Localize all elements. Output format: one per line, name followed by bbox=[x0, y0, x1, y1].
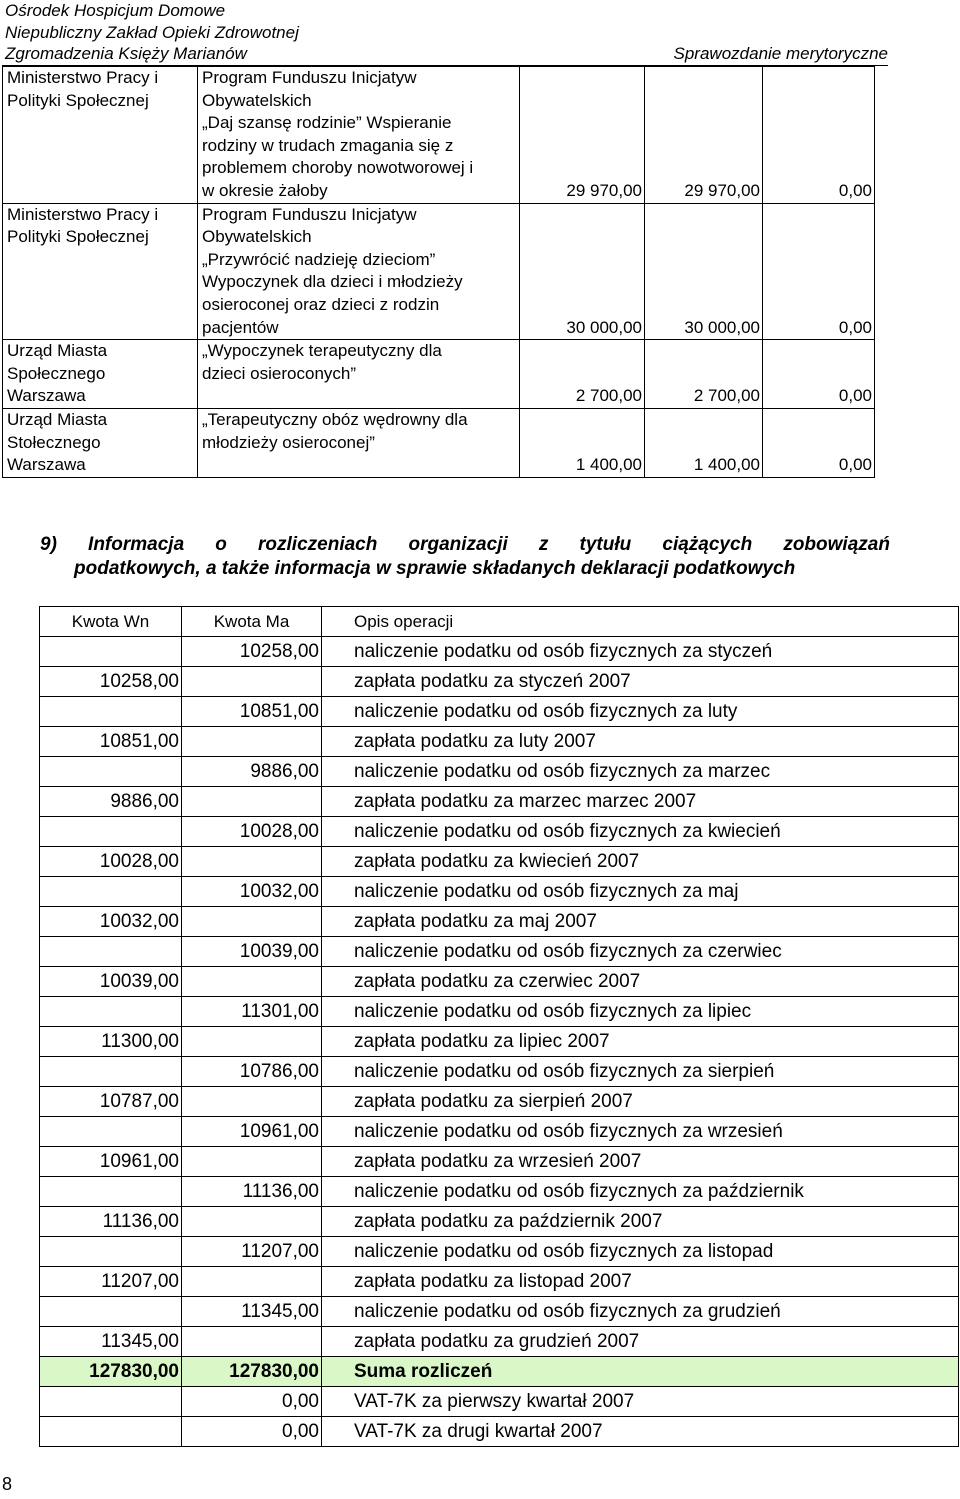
grant-source bbox=[3, 340, 198, 409]
section-title-word: ciążących bbox=[662, 534, 753, 555]
tax-settlement-table bbox=[39, 606, 959, 1447]
grant-source-line: Warszawa bbox=[7, 386, 86, 406]
grant-description bbox=[198, 340, 520, 409]
sum-row bbox=[40, 1357, 959, 1387]
grant-description-line: młodzieży osieroconej” bbox=[202, 432, 375, 452]
grant-amount1: 1 400,00 bbox=[520, 408, 645, 477]
grant-description-line: „Daj szansę rodzinie” Wspieranie bbox=[202, 113, 452, 133]
grant-row bbox=[3, 67, 875, 204]
grant-description bbox=[198, 203, 520, 340]
table-row bbox=[40, 907, 959, 937]
kwota-wn-cell bbox=[40, 877, 182, 907]
kwota-ma-cell: 10039,00 bbox=[182, 937, 322, 967]
grant-source-line: Ministerstwo Pracy i bbox=[7, 68, 159, 87]
grant-description-line: Obywatelskich bbox=[202, 90, 312, 110]
table-row bbox=[40, 1267, 959, 1297]
opis-operacji-cell: zapłata podatku za listopad 2007 bbox=[322, 1267, 959, 1297]
header-kwota-ma: Kwota Ma bbox=[182, 607, 322, 637]
kwota-ma-cell: 11345,00 bbox=[182, 1297, 322, 1327]
opis-operacji-cell: naliczenie podatku od osób fizycznych za wrzesień bbox=[322, 1117, 959, 1147]
grant-source-line: Społecznego bbox=[7, 363, 106, 383]
header-opis-operacji: Opis operacji bbox=[322, 607, 959, 637]
kwota-wn-cell: 10787,00 bbox=[40, 1087, 182, 1117]
opis-operacji-cell: zapłata podatku za wrzesień 2007 bbox=[322, 1147, 959, 1177]
grant-source-line: Urząd Miasta bbox=[7, 409, 108, 429]
kwota-ma-cell bbox=[182, 967, 322, 997]
kwota-ma-cell bbox=[182, 1207, 322, 1237]
grant-row bbox=[3, 340, 875, 409]
opis-operacji-cell: VAT-7K za drugi kwartał 2007 bbox=[322, 1417, 959, 1447]
kwota-ma-cell: 11136,00 bbox=[182, 1177, 322, 1207]
page-number: 8 bbox=[2, 1474, 13, 1494]
kwota-ma-cell: 11207,00 bbox=[182, 1237, 322, 1267]
kwota-ma-cell bbox=[182, 907, 322, 937]
kwota-ma-cell: 10028,00 bbox=[182, 817, 322, 847]
table-row bbox=[40, 1087, 959, 1117]
grant-description-line: dzieci osieroconych” bbox=[202, 363, 357, 383]
table-row bbox=[40, 1057, 959, 1087]
kwota-ma-cell: 127830,00 bbox=[182, 1357, 322, 1387]
kwota-ma-cell bbox=[182, 787, 322, 817]
grant-description-line: Wypoczynek dla dzieci i młodzieży bbox=[202, 272, 463, 292]
grant-source-line: Polityki Społecznej bbox=[7, 90, 149, 110]
grant-amount1: 29 970,00 bbox=[520, 67, 645, 204]
org-name-line1: Ośrodek Hospicjum Domowe bbox=[5, 1, 226, 20]
section-title-word: tytułu bbox=[579, 534, 632, 555]
table-row bbox=[40, 1207, 959, 1237]
grant-description-line: „Wypoczynek terapeutyczny dla bbox=[202, 341, 442, 361]
kwota-ma-cell: 10961,00 bbox=[182, 1117, 322, 1147]
opis-operacji-cell: Suma rozliczeń bbox=[322, 1357, 959, 1387]
org-name-line2: Niepubliczny Zakład Opieki Zdrowotnej bbox=[5, 22, 299, 42]
kwota-ma-cell bbox=[182, 1027, 322, 1057]
table-row bbox=[40, 637, 959, 667]
table-row bbox=[40, 727, 959, 757]
section-title-word: organizacji bbox=[408, 534, 508, 555]
opis-operacji-cell: naliczenie podatku od osób fizycznych za czerwiec bbox=[322, 937, 959, 967]
grant-source-line: Stołecznego bbox=[7, 432, 101, 452]
grant-amount2: 29 970,00 bbox=[645, 67, 763, 204]
grant-source bbox=[3, 203, 198, 340]
kwota-wn-cell: 127830,00 bbox=[40, 1357, 182, 1387]
grant-description-line: osieroconej oraz dzieci z rodzin bbox=[202, 294, 440, 314]
grant-amount2: 2 700,00 bbox=[645, 340, 763, 409]
table-row bbox=[40, 1117, 959, 1147]
kwota-wn-cell: 10039,00 bbox=[40, 967, 182, 997]
opis-operacji-cell: zapłata podatku za luty 2007 bbox=[322, 727, 959, 757]
opis-operacji-cell: zapłata podatku za sierpień 2007 bbox=[322, 1087, 959, 1117]
opis-operacji-cell: zapłata podatku za lipiec 2007 bbox=[322, 1027, 959, 1057]
opis-operacji-cell: naliczenie podatku od osób fizycznych za październik bbox=[322, 1177, 959, 1207]
kwota-wn-cell: 11136,00 bbox=[40, 1207, 182, 1237]
header-kwota-wn: Kwota Wn bbox=[40, 607, 182, 637]
opis-operacji-cell: VAT-7K za pierwszy kwartał 2007 bbox=[322, 1387, 959, 1417]
vat-row bbox=[40, 1417, 959, 1447]
grant-source-line: Urząd Miasta bbox=[7, 341, 108, 361]
opis-operacji-cell: naliczenie podatku od osób fizycznych za marzec bbox=[322, 757, 959, 787]
table-row bbox=[40, 1237, 959, 1267]
opis-operacji-cell: naliczenie podatku od osób fizycznych za listopad bbox=[322, 1237, 959, 1267]
grant-amount3: 0,00 bbox=[763, 67, 875, 204]
kwota-ma-cell bbox=[182, 1267, 322, 1297]
opis-operacji-cell: zapłata podatku za czerwiec 2007 bbox=[322, 967, 959, 997]
opis-operacji-cell: naliczenie podatku od osób fizycznych za kwiecień bbox=[322, 817, 959, 847]
section-9-heading bbox=[40, 533, 890, 581]
kwota-ma-cell bbox=[182, 847, 322, 877]
section-title-word: o bbox=[215, 534, 227, 555]
grant-row bbox=[3, 203, 875, 340]
kwota-wn-cell bbox=[40, 1297, 182, 1327]
table-row bbox=[40, 757, 959, 787]
kwota-wn-cell bbox=[40, 1387, 182, 1417]
kwota-wn-cell: 11345,00 bbox=[40, 1327, 182, 1357]
kwota-wn-cell bbox=[40, 1177, 182, 1207]
kwota-wn-cell: 11300,00 bbox=[40, 1027, 182, 1057]
grant-amount2: 30 000,00 bbox=[645, 203, 763, 340]
kwota-wn-cell bbox=[40, 697, 182, 727]
kwota-wn-cell: 10032,00 bbox=[40, 907, 182, 937]
kwota-ma-cell: 11301,00 bbox=[182, 997, 322, 1027]
kwota-wn-cell: 10258,00 bbox=[40, 667, 182, 697]
kwota-ma-cell bbox=[182, 1087, 322, 1117]
section-title-word: rozliczeniach bbox=[258, 534, 378, 555]
kwota-wn-cell bbox=[40, 997, 182, 1027]
kwota-wn-cell bbox=[40, 817, 182, 847]
opis-operacji-cell: zapłata podatku za październik 2007 bbox=[322, 1207, 959, 1237]
table-row bbox=[40, 697, 959, 727]
kwota-ma-cell: 10786,00 bbox=[182, 1057, 322, 1087]
grant-description-line: Program Funduszu Inicjatyw bbox=[202, 68, 417, 87]
table-row bbox=[40, 847, 959, 877]
kwota-wn-cell bbox=[40, 1117, 182, 1147]
kwota-ma-cell: 10032,00 bbox=[182, 877, 322, 907]
kwota-ma-cell: 10258,00 bbox=[182, 637, 322, 667]
table-row bbox=[40, 937, 959, 967]
table-row bbox=[40, 967, 959, 997]
kwota-ma-cell: 0,00 bbox=[182, 1417, 322, 1447]
kwota-ma-cell: 10851,00 bbox=[182, 697, 322, 727]
table-row bbox=[40, 1147, 959, 1177]
kwota-wn-cell bbox=[40, 637, 182, 667]
grant-amount3: 0,00 bbox=[763, 203, 875, 340]
grant-description-line: Program Funduszu Inicjatyw bbox=[202, 204, 417, 224]
grant-description-line: problemem choroby nowotworowej i bbox=[202, 158, 474, 178]
grant-description-line: rodziny w trudach zmagania się z bbox=[202, 135, 454, 155]
section-number: 9) bbox=[40, 534, 57, 555]
grants-table bbox=[2, 66, 875, 478]
organization-header bbox=[5, 0, 299, 65]
grant-source-line: Warszawa bbox=[7, 455, 86, 475]
table-row bbox=[40, 667, 959, 697]
opis-operacji-cell: naliczenie podatku od osób fizycznych za styczeń bbox=[322, 637, 959, 667]
opis-operacji-cell: zapłata podatku za kwiecień 2007 bbox=[322, 847, 959, 877]
report-type-label: Sprawozdanie merytoryczne bbox=[673, 44, 888, 63]
table-row bbox=[40, 877, 959, 907]
org-name-line3: Zgromadzenia Księży Marianów bbox=[5, 44, 247, 63]
opis-operacji-cell: naliczenie podatku od osób fizycznych za sierpień bbox=[322, 1057, 959, 1087]
opis-operacji-cell: naliczenie podatku od osób fizycznych za luty bbox=[322, 697, 959, 727]
grant-source-line: Polityki Społecznej bbox=[7, 227, 149, 247]
kwota-wn-cell: 10961,00 bbox=[40, 1147, 182, 1177]
kwota-wn-cell: 11207,00 bbox=[40, 1267, 182, 1297]
grant-description-line: pacjentów bbox=[202, 317, 279, 337]
grant-amount3: 0,00 bbox=[763, 408, 875, 477]
kwota-wn-cell: 10851,00 bbox=[40, 727, 182, 757]
grant-description bbox=[198, 67, 520, 204]
grant-amount2: 1 400,00 bbox=[645, 408, 763, 477]
section-title-line2: podatkowych, a także informacja w sprawie składanych deklaracji podatkowych bbox=[74, 558, 796, 579]
opis-operacji-cell: naliczenie podatku od osób fizycznych za maj bbox=[322, 877, 959, 907]
opis-operacji-cell: naliczenie podatku od osób fizycznych za grudzień bbox=[322, 1297, 959, 1327]
grant-description-line: „Terapeutyczny obóz wędrowny dla bbox=[202, 409, 468, 429]
table-row bbox=[40, 787, 959, 817]
table-row bbox=[40, 817, 959, 847]
kwota-ma-cell: 0,00 bbox=[182, 1387, 322, 1417]
opis-operacji-cell: zapłata podatku za marzec marzec 2007 bbox=[322, 787, 959, 817]
kwota-ma-cell bbox=[182, 667, 322, 697]
grant-description-line: „Przywrócić nadzieję dzieciom” bbox=[202, 249, 436, 269]
grant-amount1: 30 000,00 bbox=[520, 203, 645, 340]
kwota-ma-cell bbox=[182, 1327, 322, 1357]
kwota-ma-cell bbox=[182, 1147, 322, 1177]
opis-operacji-cell: zapłata podatku za grudzień 2007 bbox=[322, 1327, 959, 1357]
kwota-wn-cell: 10028,00 bbox=[40, 847, 182, 877]
table-header-row bbox=[40, 607, 959, 637]
vat-row bbox=[40, 1387, 959, 1417]
grant-description-line: Obywatelskich bbox=[202, 227, 312, 247]
grant-description bbox=[198, 408, 520, 477]
kwota-wn-cell: 9886,00 bbox=[40, 787, 182, 817]
grant-source bbox=[3, 408, 198, 477]
kwota-wn-cell bbox=[40, 757, 182, 787]
kwota-ma-cell bbox=[182, 727, 322, 757]
grant-amount3: 0,00 bbox=[763, 340, 875, 409]
table-row bbox=[40, 1327, 959, 1357]
opis-operacji-cell: zapłata podatku za maj 2007 bbox=[322, 907, 959, 937]
section-title-word: zobowiązań bbox=[783, 534, 890, 555]
kwota-wn-cell bbox=[40, 937, 182, 967]
grant-source-line: Ministerstwo Pracy i bbox=[7, 204, 159, 224]
kwota-wn-cell bbox=[40, 1237, 182, 1267]
grant-amount1: 2 700,00 bbox=[520, 340, 645, 409]
kwota-wn-cell bbox=[40, 1417, 182, 1447]
table-row bbox=[40, 1027, 959, 1057]
section-title-word: Informacja bbox=[88, 534, 185, 555]
table-row bbox=[40, 1177, 959, 1207]
grant-description-line: w okresie żałoby bbox=[202, 180, 328, 200]
table-row bbox=[40, 997, 959, 1027]
grant-source bbox=[3, 67, 198, 204]
opis-operacji-cell: naliczenie podatku od osób fizycznych za lipiec bbox=[322, 997, 959, 1027]
grant-row bbox=[3, 408, 875, 477]
section-title-word: z bbox=[538, 534, 549, 555]
opis-operacji-cell: zapłata podatku za styczeń 2007 bbox=[322, 667, 959, 697]
kwota-wn-cell bbox=[40, 1057, 182, 1087]
kwota-ma-cell: 9886,00 bbox=[182, 757, 322, 787]
table-row bbox=[40, 1297, 959, 1327]
